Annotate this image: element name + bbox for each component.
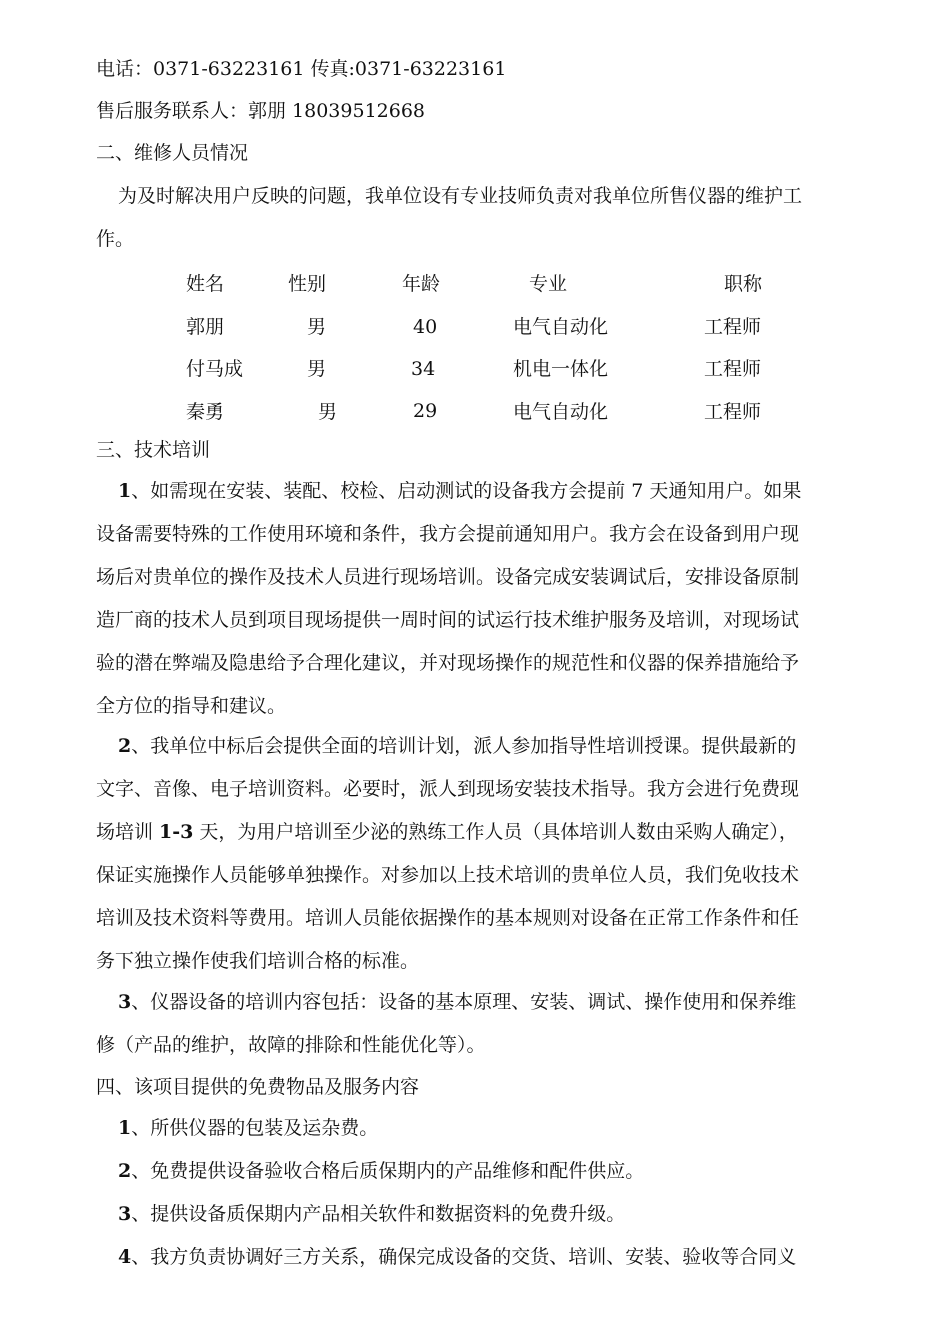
table-cell: 男 — [318, 401, 338, 423]
paragraph-line: 造厂商的技术人员到项目现场提供一周时间的试运行技术维护服务及培训，对现场试 — [96, 609, 800, 631]
paragraph-line: 务下独立操作使我们培训合格的标准。 — [96, 950, 420, 972]
list-item: 3、提供设备质保期内产品相关软件和数据资料的免费升级。 — [118, 1203, 626, 1225]
section2-intro-line1: 为及时解决用户反映的问题，我单位设有专业技师负责对我单位所售仪器的维护工 — [118, 185, 803, 207]
paragraph-line: 、如需现在安装、装配、校检、启动测试的设备我方会提前 7 天通知用户。如果 — [131, 480, 802, 502]
item-number: 2 — [118, 1160, 132, 1182]
table-cell: 郭朋 — [186, 316, 225, 338]
paragraph-text: 天，为用户培训至少泌的熟练工作人员（具体培训人数由采购人确定）， — [193, 821, 798, 843]
table-cell: 34 — [411, 358, 436, 380]
list-item: 1、所供仪器的包装及运杂费。 — [118, 1117, 379, 1139]
table-header-title: 职称 — [724, 273, 763, 295]
paragraph-text: 场培训 — [96, 821, 160, 843]
table-cell: 电气自动化 — [513, 316, 609, 338]
table-cell: 电气自动化 — [513, 401, 609, 423]
training-days: 1-3 — [159, 821, 194, 843]
paragraph-line: 文字、音像、电子培训资料。必要时，派人到现场安装技术指导。我方会进行免费现 — [96, 778, 800, 800]
paragraph-line: 全方位的指导和建议。 — [96, 695, 287, 717]
table-cell: 秦勇 — [186, 401, 225, 423]
item-number: 1 — [118, 1117, 132, 1139]
after-sales-contact-line: 售后服务联系人：郭朋 18039512668 — [96, 100, 426, 122]
paragraph-line: 验的潜在弊端及隐患给予合理化建议，并对现场操作的规范性和仪器的保养措施给予 — [96, 652, 800, 674]
table-cell: 付马成 — [186, 358, 244, 380]
free-services-list — [96, 1107, 856, 1279]
list-item: 2、免费提供设备验收合格后质保期内的产品维修和配件供应。 — [118, 1160, 645, 1182]
table-cell: 男 — [307, 358, 327, 380]
paragraph-line: 培训及技术资料等费用。培训人员能依据操作的基本规则对设备在正常工作条件和任 — [96, 907, 800, 929]
section2-heading: 二、维修人员情况 — [96, 142, 249, 164]
paragraph-line: 设备需要特殊的工作使用环境和条件，我方会提前通知用户。我方会在设备到用户现 — [96, 523, 800, 545]
paragraph-line: 保证实施操作人员能够单独操作。对参加以上技术培训的贵单位人员，我们免收技术 — [96, 864, 800, 886]
table-cell: 工程师 — [704, 316, 762, 338]
section4-heading: 四、该项目提供的免费物品及服务内容 — [96, 1076, 420, 1098]
item-number: 3 — [118, 1203, 132, 1225]
table-cell: 男 — [307, 316, 327, 338]
section2-intro-line2: 作。 — [96, 228, 135, 250]
training-paragraph-2 — [96, 725, 856, 983]
item-number: 2 — [118, 735, 132, 757]
table-cell: 工程师 — [704, 401, 762, 423]
paragraph-line: 场后对贵单位的操作及技术人员进行现场培训。设备完成安装调试后，安排设备原制 — [96, 566, 800, 588]
list-item: 4、我方负责协调好三方关系，确保完成设备的交货、培训、安装、验收等合同义 — [118, 1246, 797, 1268]
item-number: 1 — [118, 480, 132, 502]
training-paragraph-3 — [96, 981, 856, 1067]
paragraph-line: 、仪器设备的培训内容包括：设备的基本原理、安装、调试、操作使用和保养维 — [131, 991, 797, 1013]
section3-heading: 三、技术培训 — [96, 439, 211, 461]
phone-fax-line: 电话：0371-63223161 传真:0371-63223161 — [96, 58, 507, 80]
table-header-gender: 性别 — [288, 273, 327, 295]
table-cell: 40 — [413, 316, 438, 338]
paragraph-line: 修（产品的维护，故障的排除和性能优化等）。 — [96, 1034, 486, 1056]
item-number: 3 — [118, 991, 132, 1013]
training-paragraph-1 — [96, 470, 856, 728]
table-cell: 29 — [413, 400, 438, 422]
table-header-age: 年龄 — [402, 273, 441, 295]
paragraph-line: 、我单位中标后会提供全面的培训计划，派人参加指导性培训授课。提供最新的 — [131, 735, 797, 757]
table-header-major: 专业 — [529, 273, 568, 295]
table-cell: 机电一体化 — [513, 358, 609, 380]
item-number: 4 — [118, 1246, 132, 1268]
table-cell: 工程师 — [704, 358, 762, 380]
table-header-name: 姓名 — [186, 273, 225, 295]
